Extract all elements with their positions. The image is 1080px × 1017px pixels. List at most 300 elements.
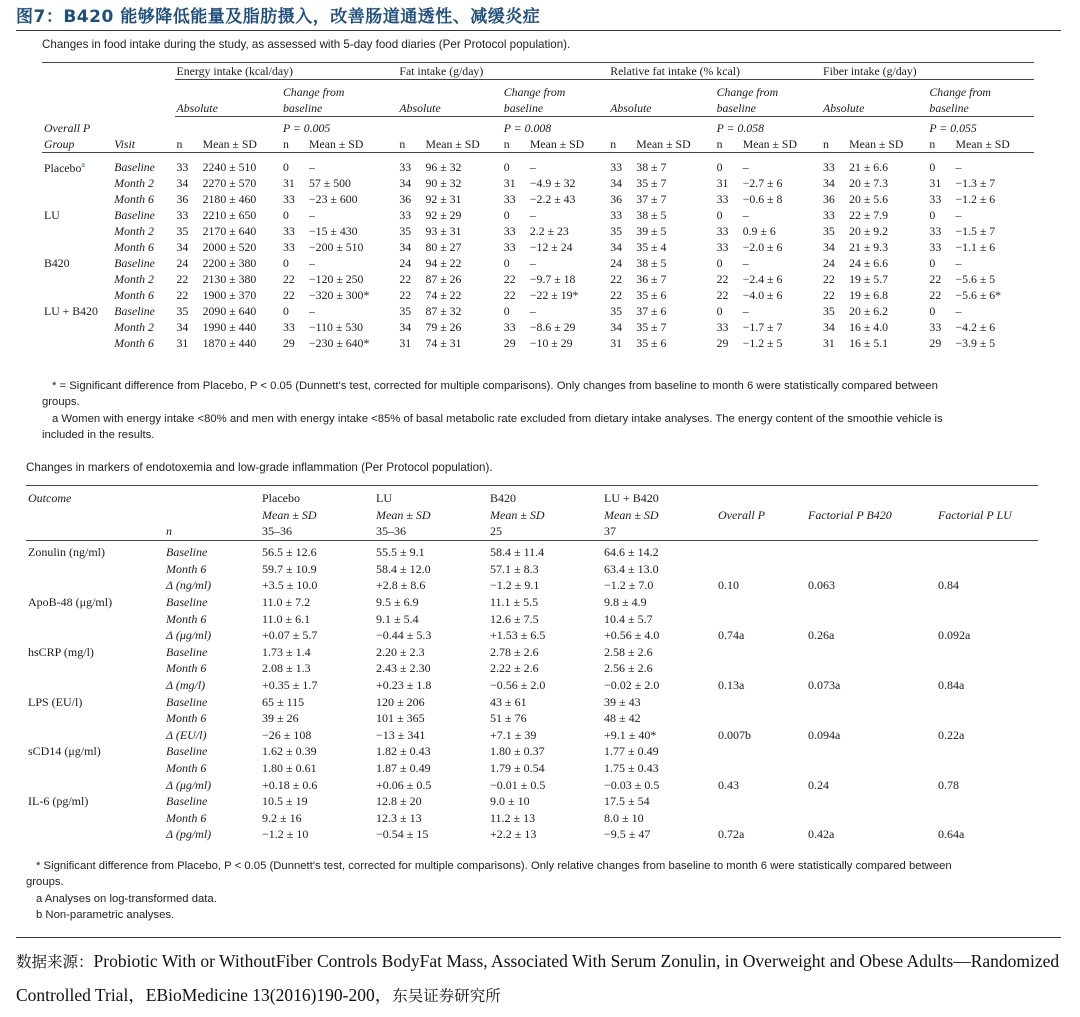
value-cell: +2.8 ± 8.6 <box>376 578 426 593</box>
p-cell <box>716 694 806 711</box>
value-cell: 36 <box>823 192 835 207</box>
value-cell: 35 <box>176 304 189 319</box>
value-cell: 34 <box>610 240 622 255</box>
p-cell <box>936 760 1038 777</box>
visit-cell: Month 6 <box>166 561 207 576</box>
group-cell <box>42 175 112 191</box>
p-cell <box>806 594 936 611</box>
value-cell: 33 <box>282 320 295 335</box>
n-label: n <box>399 137 406 151</box>
value-cell: 31 <box>503 176 516 191</box>
value-cell: 120 ± 206 <box>376 694 425 709</box>
value-cell: 33 <box>716 224 729 239</box>
value-cell: 34 <box>610 176 622 191</box>
value-cell: 12.8 ± 20 <box>376 794 422 809</box>
visit-cell: Month 6 <box>166 661 207 676</box>
p-cell <box>806 810 936 827</box>
value-cell: 56.5 ± 12.6 <box>262 545 317 560</box>
group-cell <box>42 191 112 207</box>
value-cell: – <box>529 208 536 223</box>
value-cell: 33 <box>399 160 412 175</box>
change-label: Change from baseline <box>281 84 397 117</box>
value-cell: 35 <box>610 224 622 239</box>
value-cell: 2200 ± 380 <box>202 256 257 271</box>
value-cell: – <box>742 208 749 223</box>
value-cell: 19 ± 5.7 <box>849 272 889 287</box>
visit-cell: Baseline <box>166 545 208 560</box>
p-cell: 0.42a <box>808 827 835 842</box>
superscript: a <box>81 159 85 169</box>
table2-footnote-a: a Analyses on log-transformed data. <box>36 893 217 905</box>
intake-row <box>42 239 1034 255</box>
source-org: 东吴证券研究所 <box>392 987 501 1005</box>
value-cell: 43 ± 61 <box>490 694 527 709</box>
p-cell <box>806 743 936 760</box>
value-cell: 22 <box>282 288 295 303</box>
value-cell: 22 <box>823 288 835 303</box>
value-cell: 0 <box>503 256 510 271</box>
value-cell: 74 ± 22 <box>425 288 462 303</box>
value-cell: 0.9 ± 6 <box>742 224 776 239</box>
value-cell: −22 ± 19* <box>529 288 579 303</box>
marker-row <box>26 810 1038 827</box>
value-cell: 2270 ± 570 <box>202 176 257 191</box>
intake-row <box>42 303 1034 319</box>
marker-row <box>26 561 1038 578</box>
value-cell: 29 <box>929 336 942 351</box>
value-cell: – <box>955 208 962 223</box>
p-cell <box>936 743 1038 760</box>
bottom-rule <box>16 937 1061 938</box>
value-cell: 35 <box>399 224 412 239</box>
visit-cell: Δ (mg/l) <box>166 678 206 693</box>
value-cell: 20 ± 6.2 <box>849 304 889 319</box>
mean-sd-label: Mean ± SD <box>425 137 480 151</box>
value-cell: 35 <box>823 224 835 239</box>
marker-row <box>26 627 1038 644</box>
p-cell <box>806 760 936 777</box>
arm-lu-label: LU <box>376 491 392 505</box>
overall-p-label: Overall P <box>718 507 765 522</box>
value-cell: −2.7 ± 6 <box>742 176 783 191</box>
intake-row <box>42 175 1034 191</box>
value-cell: 79 ± 26 <box>425 320 462 335</box>
value-cell: 0 <box>929 160 936 175</box>
outcome-cell <box>26 677 164 694</box>
p-cell: 0.74a <box>718 628 745 643</box>
value-cell: 0 <box>282 304 289 319</box>
value-cell: −1.7 ± 7 <box>742 320 783 335</box>
visit-cell: Month 6 <box>166 711 207 726</box>
value-cell: 38 ± 7 <box>636 160 667 175</box>
p-cell <box>936 710 1038 727</box>
value-cell: 33 <box>282 192 295 207</box>
value-cell: 22 <box>610 272 622 287</box>
visit-col-label: Visit <box>114 137 136 151</box>
value-cell: 9.1 ± 5.4 <box>376 611 419 626</box>
p-value-fiber: P = 0.055 <box>929 121 977 135</box>
value-cell: 58.4 ± 12.0 <box>376 561 431 576</box>
p-cell: 0.063 <box>808 578 835 593</box>
group-header-fat: Fat intake (g/day) <box>397 63 608 80</box>
value-cell: 33 <box>503 240 516 255</box>
value-cell: 1.79 ± 0.54 <box>490 761 545 775</box>
value-cell: 48 ± 42 <box>604 711 641 726</box>
value-cell: 2.2 ± 23 <box>529 224 569 239</box>
visit-cell: Baseline <box>114 160 155 175</box>
intake-row <box>42 207 1034 223</box>
value-cell: – <box>955 256 962 271</box>
value-cell: 1.77 ± 0.49 <box>604 744 659 759</box>
change-label: Change from baseline <box>927 84 1034 117</box>
group-header-energy: Energy intake (kcal/day) <box>175 63 398 80</box>
p-cell <box>716 710 806 727</box>
value-cell: 31 <box>399 336 412 351</box>
visit-cell: Δ (EU/l) <box>166 727 207 742</box>
value-cell: −0.01 ± 0.5 <box>490 777 546 792</box>
n-label: n <box>929 137 936 151</box>
marker-row <box>26 660 1038 677</box>
p-cell <box>806 694 936 711</box>
visit-cell: Baseline <box>166 694 208 709</box>
value-cell: 2090 ± 640 <box>202 304 257 319</box>
p-cell: 0.72a <box>718 827 745 842</box>
value-cell: 33 <box>282 240 295 255</box>
value-cell: −2.0 ± 6 <box>742 240 783 255</box>
food-intake-table <box>42 62 1034 351</box>
value-cell: 2.56 ± 2.6 <box>604 661 653 676</box>
value-cell: 35 ± 7 <box>636 176 667 191</box>
value-cell: 33 <box>823 208 835 223</box>
group-cell <box>42 239 112 255</box>
value-cell: 22 <box>503 272 516 287</box>
value-cell: −23 ± 600 <box>309 192 358 207</box>
value-cell: 22 <box>176 272 189 287</box>
intake-row <box>42 271 1034 287</box>
value-cell: 16 ± 4.0 <box>849 320 889 335</box>
value-cell: 22 <box>929 288 942 303</box>
value-cell: +7.1 ± 39 <box>490 727 537 742</box>
value-cell: 9.2 ± 16 <box>262 810 302 825</box>
outcome-cell <box>26 826 164 843</box>
value-cell: 20 ± 9.2 <box>849 224 889 239</box>
change-label: Change from baseline <box>715 84 821 117</box>
p-cell <box>936 611 1038 628</box>
outcome-cell <box>26 777 164 794</box>
value-cell: 0 <box>282 160 289 175</box>
value-cell: 22 <box>399 288 412 303</box>
value-cell: 90 ± 32 <box>425 176 462 191</box>
value-cell: 22 <box>823 272 835 287</box>
value-cell: +2.2 ± 13 <box>490 827 537 842</box>
value-cell: 94 ± 22 <box>425 256 462 271</box>
p-cell <box>716 793 806 810</box>
value-cell: 33 <box>929 240 942 255</box>
p-cell <box>936 644 1038 661</box>
value-cell: −5.6 ± 5 <box>955 272 996 287</box>
mean-sd-label: Mean ± SD <box>849 137 904 151</box>
absolute-label: Absolute <box>608 84 714 117</box>
p-cell <box>716 544 806 561</box>
value-cell: 93 ± 31 <box>425 224 462 239</box>
p-cell <box>806 793 936 810</box>
value-cell: 35 ± 6 <box>636 336 667 351</box>
intake-row <box>42 255 1034 271</box>
value-cell: −120 ± 250 <box>309 272 364 287</box>
value-cell: – <box>955 304 962 319</box>
value-cell: −8.6 ± 29 <box>529 320 576 335</box>
value-cell: 31 <box>929 176 942 191</box>
factorial-b420-label: Factorial P B420 <box>808 507 892 522</box>
value-cell: +0.06 ± 0.5 <box>376 777 432 792</box>
value-cell: 0 <box>282 208 289 223</box>
visit-cell: Month 2 <box>114 272 154 287</box>
value-cell: 1.73 ± 1.4 <box>262 644 311 659</box>
value-cell: 65 ± 115 <box>262 694 305 709</box>
value-cell: 24 <box>823 256 835 271</box>
outcome-col-label: Outcome <box>28 491 72 505</box>
visit-cell: Month 6 <box>114 336 154 351</box>
p-cell: 0.84a <box>938 678 965 693</box>
value-cell: −1.5 ± 7 <box>955 224 996 239</box>
n-label: n <box>282 137 289 151</box>
value-cell: 35 <box>823 304 835 319</box>
value-cell: 34 <box>823 240 835 255</box>
marker-row <box>26 710 1038 727</box>
visit-cell: Month 6 <box>114 240 154 255</box>
value-cell: 2.08 ± 1.3 <box>262 661 311 676</box>
outcome-cell <box>26 727 164 744</box>
value-cell: 2000 ± 520 <box>202 240 257 255</box>
group-cell <box>42 271 112 287</box>
visit-cell: Baseline <box>166 744 208 759</box>
marker-row <box>26 760 1038 777</box>
value-cell: −320 ± 300* <box>309 288 370 303</box>
value-cell: −0.44 ± 5.3 <box>376 628 432 643</box>
visit-cell: Month 6 <box>114 288 154 303</box>
outcome-cell: IL-6 (pg/ml) <box>28 794 89 809</box>
visit-cell: Δ (μg/ml) <box>166 777 212 792</box>
p-cell <box>936 660 1038 677</box>
value-cell: −1.2 ± 6 <box>955 192 996 207</box>
value-cell: −9.5 ± 47 <box>604 827 651 842</box>
value-cell: 2130 ± 380 <box>202 272 257 287</box>
value-cell: 39 ± 26 <box>262 711 299 726</box>
p-cell: 0.22a <box>938 727 965 742</box>
value-cell: +0.56 ± 4.0 <box>604 628 660 643</box>
value-cell: 36 <box>176 192 189 207</box>
value-cell: 39 ± 43 <box>604 694 641 709</box>
visit-cell: Baseline <box>114 304 155 319</box>
value-cell: 10.4 ± 5.7 <box>604 611 653 626</box>
arm-sub: Mean ± SD <box>376 507 431 522</box>
value-cell: 101 ± 365 <box>376 711 425 726</box>
value-cell: 33 <box>716 320 729 335</box>
value-cell: 1.82 ± 0.43 <box>376 744 431 759</box>
outcome-cell <box>26 660 164 677</box>
value-cell: 55.5 ± 9.1 <box>376 545 425 560</box>
value-cell: 34 <box>399 240 412 255</box>
value-cell: 1.62 ± 0.39 <box>262 744 317 759</box>
value-cell: 9.0 ± 10 <box>490 794 530 809</box>
value-cell: – <box>955 160 962 175</box>
outcome-cell: ApoB-48 (μg/ml) <box>28 595 113 610</box>
value-cell: 36 <box>399 192 412 207</box>
value-cell: 9.5 ± 6.9 <box>376 595 419 610</box>
value-cell: 64.6 ± 14.2 <box>604 545 659 560</box>
value-cell: 35 ± 6 <box>636 288 667 303</box>
p-cell: 0.43 <box>718 777 739 792</box>
p-cell: 0.78 <box>938 777 959 792</box>
value-cell: 31 <box>716 176 729 191</box>
group-col-label: Group <box>44 137 75 151</box>
value-cell: −13 ± 341 <box>376 727 426 742</box>
value-cell: −110 ± 530 <box>309 320 364 335</box>
p-value-fat: P = 0.008 <box>503 121 552 135</box>
value-cell: 1.87 ± 0.49 <box>376 761 431 775</box>
marker-row <box>26 793 1038 810</box>
n-label: n <box>166 524 172 539</box>
n-label: n <box>503 137 510 151</box>
p-cell <box>936 793 1038 810</box>
value-cell: 37 ± 6 <box>636 304 667 319</box>
value-cell: 20 ± 5.6 <box>849 192 889 207</box>
p-cell: 0.13a <box>718 678 745 693</box>
group-cell: B420 <box>44 256 70 271</box>
value-cell: 0 <box>282 256 289 271</box>
n-label: n <box>176 137 183 151</box>
visit-cell: Baseline <box>166 794 208 809</box>
value-cell: 0 <box>716 160 723 175</box>
visit-cell: Month 6 <box>166 761 207 775</box>
value-cell: 57 ± 500 <box>309 176 351 191</box>
visit-cell: Month 2 <box>114 224 154 239</box>
p-cell <box>716 810 806 827</box>
value-cell: +1.53 ± 6.5 <box>490 628 546 643</box>
arm-sub: Mean ± SD <box>490 507 545 522</box>
value-cell: +3.5 ± 10.0 <box>262 578 318 593</box>
group-cell <box>42 287 112 303</box>
value-cell: 34 <box>176 240 189 255</box>
value-cell: 2180 ± 460 <box>202 192 257 207</box>
outcome-cell <box>26 561 164 578</box>
p-cell <box>716 760 806 777</box>
arm-n: 37 <box>604 524 616 539</box>
value-cell: 19 ± 6.8 <box>849 288 889 303</box>
value-cell: 22 <box>716 272 729 287</box>
p-cell <box>936 810 1038 827</box>
outcome-cell <box>26 627 164 644</box>
value-cell: 31 <box>610 336 622 351</box>
arm-sub: Mean ± SD <box>604 507 659 522</box>
group-cell: LU + B420 <box>44 304 98 319</box>
value-cell: 34 <box>176 320 189 335</box>
value-cell: −0.56 ± 2.0 <box>490 678 546 693</box>
value-cell: 21 ± 9.3 <box>849 240 889 255</box>
value-cell: – <box>529 304 536 319</box>
value-cell: 35 <box>176 224 189 239</box>
absolute-label: Absolute <box>397 84 501 117</box>
value-cell: 2.43 ± 2.30 <box>376 661 431 676</box>
value-cell: – <box>529 256 536 271</box>
p-cell <box>806 710 936 727</box>
group-cell <box>42 335 112 351</box>
value-cell: 8.0 ± 10 <box>604 810 644 825</box>
value-cell: 2210 ± 650 <box>202 208 257 223</box>
visit-cell: Baseline <box>166 644 208 659</box>
group-cell <box>42 223 112 239</box>
p-cell: 0.10 <box>718 578 739 593</box>
p-cell <box>716 660 806 677</box>
value-cell: 24 <box>610 256 622 271</box>
value-cell: 22 ± 7.9 <box>849 208 889 223</box>
visit-cell: Month 6 <box>166 810 207 825</box>
value-cell: 24 ± 6.6 <box>849 256 889 271</box>
p-value-energy: P = 0.005 <box>282 121 331 135</box>
value-cell: 33 <box>823 160 835 175</box>
value-cell: 59.7 ± 10.9 <box>262 561 317 576</box>
change-label: Change from baseline <box>502 84 608 117</box>
value-cell: – <box>309 304 315 319</box>
marker-row <box>26 644 1038 661</box>
visit-cell: Baseline <box>114 256 155 271</box>
p-cell: 0.64a <box>938 827 965 842</box>
value-cell: 31 <box>823 336 835 351</box>
intake-row <box>42 335 1034 351</box>
p-cell <box>936 544 1038 561</box>
p-cell <box>806 644 936 661</box>
arm-combo-label: LU + B420 <box>604 491 659 505</box>
value-cell: 33 <box>503 320 516 335</box>
value-cell: 22 <box>610 288 622 303</box>
p-cell <box>716 644 806 661</box>
mean-sd-label: Mean ± SD <box>309 137 364 151</box>
p-cell: 0.092a <box>938 628 971 643</box>
p-cell <box>806 561 936 578</box>
p-cell <box>716 743 806 760</box>
outcome-cell <box>26 760 164 777</box>
value-cell: 57.1 ± 8.3 <box>490 561 539 576</box>
intake-row <box>42 319 1034 335</box>
value-cell: 2240 ± 510 <box>202 160 257 175</box>
value-cell: +0.18 ± 0.6 <box>262 777 318 792</box>
value-cell: −1.1 ± 6 <box>955 240 996 255</box>
p-cell <box>936 694 1038 711</box>
marker-row <box>26 694 1038 711</box>
table2-caption: Changes in markers of endotoxemia and low-grade inflammation (Per Protocol population). <box>26 461 493 474</box>
value-cell: 34 <box>176 176 189 191</box>
value-cell: – <box>742 160 749 175</box>
n-label: n <box>716 137 723 151</box>
value-cell: 35 ± 4 <box>636 240 667 255</box>
value-cell: 20 ± 7.3 <box>849 176 889 191</box>
outcome-cell <box>26 577 164 594</box>
value-cell: +0.35 ± 1.7 <box>262 678 318 693</box>
table1-footnote-a: a Women with energy intake <80% and men with energy intake <85% of basal metabolic rate excluded from dietary intake analyses. The energy content of the smoothie vehicle is included in the results. <box>42 413 943 441</box>
value-cell: −1.3 ± 7 <box>955 176 996 191</box>
value-cell: 36 ± 7 <box>636 272 667 287</box>
value-cell: 22 <box>399 272 412 287</box>
value-cell: 51 ± 76 <box>490 711 527 726</box>
value-cell: 33 <box>610 160 622 175</box>
factorial-lu-label: Factorial P LU <box>938 507 1012 522</box>
value-cell: −2.2 ± 43 <box>529 192 576 207</box>
value-cell: 39 ± 5 <box>636 224 667 239</box>
value-cell: 0 <box>716 208 723 223</box>
mean-sd-label: Mean ± SD <box>529 137 585 151</box>
arm-n: 35–36 <box>376 524 406 539</box>
value-cell: 2.58 ± 2.6 <box>604 644 653 659</box>
